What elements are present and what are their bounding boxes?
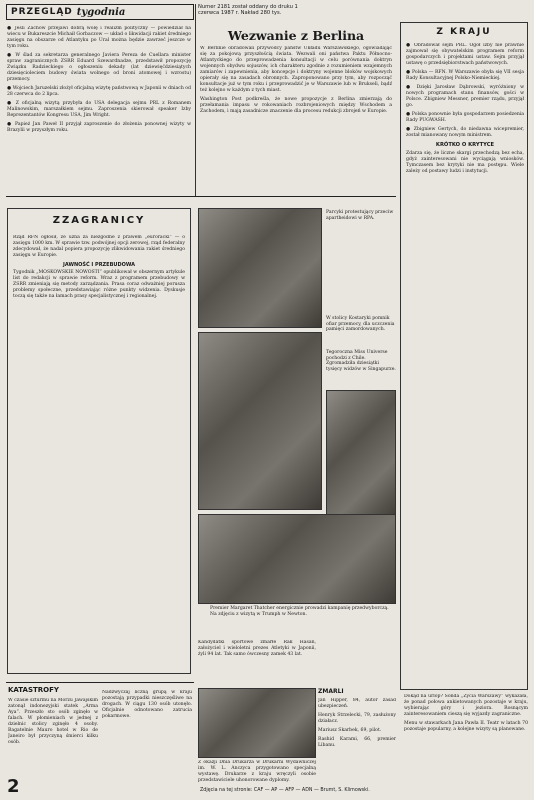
photo-thatcher (198, 514, 396, 604)
katastrofy-column (102, 690, 192, 786)
kraju-item: ● Polska ponownie była gospodarzem posiedzenia Rady PUGWASH. (406, 112, 524, 123)
z-zagranicy-body (13, 235, 185, 667)
issue-line: Numer 2181 został oddany do druku 1 czerwca 1987 r. Nakład 280 tys. (198, 4, 298, 16)
photo-caption: Tegoroczna Miss Universe pochodzi z Chile. Zgromadziła dziesiątki tysięcy widzów w Singapurze. (326, 350, 396, 372)
right-lower-text: Menu w stawarkach Jana Pawła II. Teatr w latach 70 pozostaje popularny, a kolejne wizyty są planowane. (404, 721, 528, 732)
kraju-item: ● Dzięki Jarosław Dąbrowski, wyróżniony w nowych programach stanu finansów, gości w Polsce. Zbigniew Messner, premier rządu, przyjął go. (406, 85, 524, 108)
headline-body (200, 46, 392, 188)
page-number: 2 (7, 776, 20, 797)
sports-column (198, 640, 316, 680)
kraju-item: ● Polska — RFN. W Warszawie obyła się VII sesja Rady Konsultacyjnej Polsko-Niemieckiej. (406, 70, 524, 81)
headline-paragraph: Washington Post podkreśla, że nowe propozycje z Berlina zmierzają do przełamania impasu w rokowaniach rozbrojeniowych między Wschodem a Zachodem, i mają zasadnicze znaczenie dla procesu redukcji zbrojeń w Europie. (200, 97, 392, 114)
top-note: ● Jeśli Żachów przejawi dobrą wolę i realizm polityczny — powiedział na wiecu w Bukareszcie Michaił Gorbaczow — układ o likwidacji rakiet średniego zasięgu na obszarze od Atlantyku po Ural można będzie zawrzeć jeszcze w tym roku. (7, 26, 191, 49)
krotko-title: KRÓTKO O KRYTYCE (435, 142, 495, 148)
top-note: ● Z oficjalną wizytą przybyła do USA delegacja sejmu PRL z Romanem Malinowskim, marszałkiem sejmu. Zaproszenia skierował speaker Izby Reprezentantów Kongresu USA, Jim Wright. (7, 101, 191, 118)
zmarli-column (318, 698, 396, 782)
zmarli-title: ZMARLI (318, 688, 344, 695)
masthead-logo: PRZEGLĄD (11, 7, 73, 17)
drukarz-text: Z okazji Dnia Drukarza w Drukarni Wydawniczej im. W. L. Anczyca przygotowano specjalną wystawę. Drukarze z kraju wręczyli osobie przedstawiciele uhonorowane dyplomy. (198, 760, 316, 783)
sports-text: Kandydatki sportowe zmarłe Rak Hasan, założyciel i wieloletni prezes Atletyki w Japonii, żyli 94 lat. Tak samo ówczesny zamek 43 lat. (198, 640, 316, 657)
photo-monument (198, 332, 322, 510)
krotko-body: Zdarza się, że liczne skargi przechodzą bez echa, gdyż zainteresowani nie wyciągają wniosków. Tymczasem bez krytyki nie ma postępu. Wiele zależy od postawy ludzi i instytucji. (406, 151, 524, 174)
katastrofy-title: KATASTROFY (8, 686, 59, 694)
photo-protest (198, 208, 322, 328)
right-lower-column (404, 694, 528, 784)
katastrofy-text: Nadzwyczaj liczną grupą w kraju pozostają przypadki nieszczęśliwe na drogach. W ciągu 130 osób utonęło. Oficjalnie odnotowano zatrucia pokarmowe. (102, 690, 192, 719)
z-kraju-body (406, 43, 524, 683)
zmarli-item: Jan Hipper, 84, autor zasad ubezpieczeń. (318, 698, 396, 709)
divider (6, 682, 194, 683)
photo-caption: W stolicy Kostaryki pomnik ofiar przemocy, dla uczczenia pamięci zamordowanych. (326, 316, 395, 333)
photo-caption: Parcyki protestujący przeciw apartheidowi w RPA. (326, 210, 394, 221)
masthead (6, 4, 194, 20)
divider (6, 196, 396, 197)
photo-drukarz (198, 688, 316, 758)
top-note: ● Wojciech Jaruzelski złożył oficjalną wizytę państwową w Japonii w dniach od 28 czerwca do 2 lipca. (7, 86, 191, 97)
photo-miss-universe (326, 390, 396, 520)
right-lower-text: Dokąd na urlop? Sonda „Życia Warszawy” wykazała, że ponad połowa ankietowanych pozostaje w kraju, wybierając góry i jeziora. Rosnącym zainteresowaniem cieszą się wyjazdy zagraniczne. (404, 694, 528, 717)
photo-credits: Zdjęcia na tej stronie: CAF — AP — AFP — ADN — Brumt, S. Klimowski. (200, 788, 370, 793)
z-zagranicy-box (7, 208, 191, 674)
zagranicy-subheading: JAWNOŚĆ I PRZEBUDOWA (62, 262, 136, 268)
z-kraju-title: Z KRAJU (436, 27, 492, 37)
kraju-item: ● Obradował sejm PRL. Ogół izby nie prawnie zajmował się obywatelskim programem reform gospodarczych i projektami ustaw. Sejm przyjął ustawę o przedsiębiorstwach państwowych. (406, 43, 524, 66)
katastrofy-text: W czasie szturmu na Morzu Jawajskim zatonął indonezyjski statek „Arma Aya”. Przeszło sto osób zginęło w falach. W płomieniach w jednej z dzielnic stolicy zginęło 4 osoby. Bagatelnie Mauro hotel w Rio de Janeiro był przyczyną śmierci kilku osób. (8, 698, 98, 745)
zmarli-item: Mariusz Skarbek, 69, pilot. (318, 728, 382, 733)
katastrofy-column (8, 698, 98, 774)
zagranicy-intro: Rząd RFN ogłosił, że uzna za niezgodne z prawem „euroracki” — o zasięgu 1000 km. W sprawie tzw. podwójnej opcji zerowej, rząd federalny zdecydował, że nadal popiera propozycję zlikwidowania rakiet średniego zasięgu w Europie. (13, 235, 185, 258)
headline-paragraph: W Berlinie obradowali przywódcy państw Układu Warszawskiego, ogowiadając się za pokojową przyszłością świata. Wezwali oni państwa Paktu Północno-Atlantyckiego do przeprowadzenia konsultacji w celu porównania doktryn wojennych obydwu sojuszów, ich charakteru zgodnie z rozumieniem wzajemnych zamiarów i zapewnienia, aby koncepcje i doktryny wojenne bloków wojskowych opierały się na zasadach obronnych. Zaproponowano przy tym, aby rozpocząć konsultacje już w tym roku i przeprowadzić je w Warszawie lub w Brukseli, bądź też kolejno w każdym z tych miast. (200, 46, 392, 93)
zmarli-item: Henryk Strzelecki, 79, zasłużony działacz. (318, 713, 396, 724)
z-kraju-box (400, 22, 528, 690)
z-zagranicy-title: ZZAGRANICY (52, 215, 146, 226)
zmarli-item: Rashid Karami, 66, premier Libanu. (318, 737, 396, 748)
drukarz-column (198, 760, 316, 784)
zagranicy-body-text: Tygodnik „MOSKOWSKIE NOWOSTI” opublikował w obszernym artykule list do redakcji w sprawie reform. Wraz z programem przebudowy w ZSRR zmieniają się metody zarządzania. Prasa coraz odważniej porusza problemy społeczne, przedstawiając różne punkty widzenia. Dyskusje toczą się także na łamach prasy specjalistycznej i regionalnej. (13, 270, 185, 299)
top-note: ● W ślad za sekretarza generalnego Javiera Pereza de Cuellara minister spraw zagranicznych ZSRR Eduard Szewardnadze, przedstawił propozycję Związku Radzieckiego o ogłoszeniu dekady (lat dziewięćdziesiątych dziesięcioleciem budowy świata wolnego od broni atomowej i wzrostu) przemocy. (7, 53, 191, 82)
kraju-item: ● Zbigniew Gertych, do niedawna wicepremier, został mianowany nowym ministrem. (406, 127, 524, 138)
divider (195, 4, 196, 196)
photo-caption: Premier Margaret Thatcher energicznie prowadzi kampanię przedwyborczą. Na zdjęciu z wizytą w Trumph w Newton. (210, 606, 389, 617)
headline-title: Wezwanie z Berlina (227, 28, 365, 43)
top-note: ● Papież Jan Paweł II przyjął zaproszenie do złożenia ponownej wizyty w Brazylii w przyszłym roku. (7, 122, 191, 133)
top-notes (7, 26, 191, 166)
masthead-title: tygodnia (76, 6, 126, 18)
